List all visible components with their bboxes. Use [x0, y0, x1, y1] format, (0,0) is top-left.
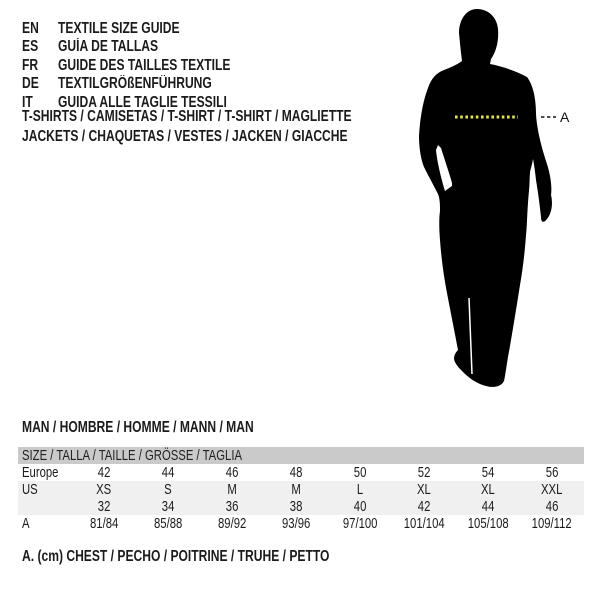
row-label: Europe [22, 464, 59, 481]
language-title: TEXTILGRÖßENFÜHRUNG [58, 75, 212, 93]
table-row-europe: Europe 42 44 46 48 50 52 54 56 [18, 464, 584, 481]
measure-label-a: A [560, 109, 570, 125]
measurement-footnote: A. (cm) CHEST / PECHO / POITRINE / TRUHE / PETTO [22, 548, 330, 565]
man-silhouette [400, 0, 600, 400]
language-code: EN [22, 20, 39, 37]
garment-categories [22, 107, 445, 146]
row-label [18, 499, 72, 515]
language-code: ES [22, 38, 39, 56]
category-jackets: JACKETS / CHAQUETAS / VESTES / JACKEN / GIACCHE [22, 127, 348, 145]
language-title: TEXTILE SIZE GUIDE [58, 20, 180, 37]
section-title: MAN / HOMBRE / HOMME / MANN / MAN [22, 419, 254, 436]
language-code: DE [22, 75, 39, 93]
size-table-header: SIZE / TALLA / TAILLE / GRÖSSE / TAGLIA [18, 447, 584, 464]
row-label: A [22, 515, 30, 532]
language-code: FR [22, 56, 39, 74]
language-title: GUIDE DES TAILLES TEXTILE [58, 56, 231, 74]
row-label: US [22, 481, 38, 498]
table-row-us: US XS S M M L XL XL XXL [18, 481, 584, 498]
language-title: GUÍA DE TALLAS [58, 38, 159, 56]
language-code: IT [22, 93, 33, 111]
size-table [18, 447, 584, 532]
category-tshirts: T-SHIRTS / CAMISETAS / T-SHIRT / T-SHIRT / MAGLIETTE [22, 108, 352, 125]
language-title: GUIDA ALLE TAGLIE TESSILI [58, 93, 227, 111]
table-row-uk: 32 34 36 38 40 42 44 46 [18, 498, 584, 515]
table-row-a-chest: A 81/84 85/88 89/92 93/96 97/100 101/104 105/108 109/112 [18, 515, 584, 532]
man-silhouette-figure [400, 0, 600, 400]
